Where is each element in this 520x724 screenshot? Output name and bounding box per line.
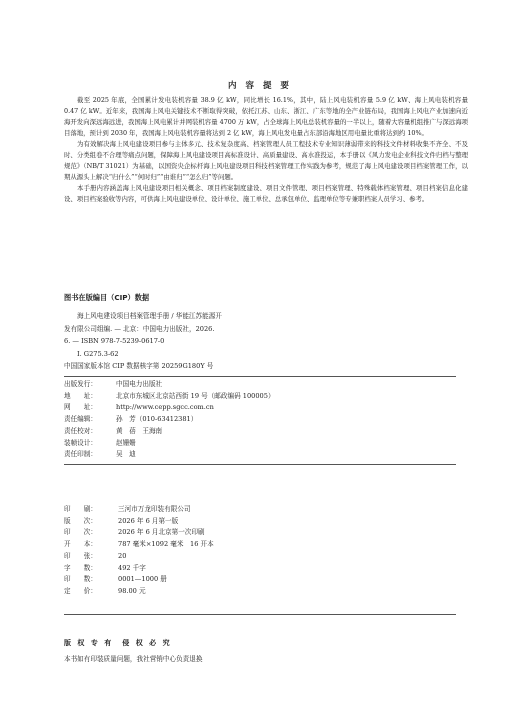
copyright-heading: 版 权 专 有 侵 权 必 究 <box>64 639 172 647</box>
cip-line-classification: Ⅰ. G275.3-62 <box>77 349 119 358</box>
print-run-row: 印 数： 0001—1000 册 <box>64 575 167 584</box>
proofreader-row: 责任校对： 黄 蓓 王海南 <box>64 426 163 435</box>
print-info <box>64 504 464 598</box>
divider <box>64 614 456 615</box>
publisher-info <box>64 379 464 461</box>
abstract-paragraph-3: 本手册内容涵盖海上风电建设项目相关概念、项目档案制度建设、项目文件管理、项目档案管理、特殊载体档案管理、项目档案信息化建设、项目档案验收等内容，可供海上风电建设单位、设计单位、施工单位、总承包单位、监理单位等专兼职档案人员学习、参考。 <box>64 184 468 203</box>
price-row: 定 价： 98.00 元 <box>64 586 146 595</box>
print-supervisor-row: 责任印制： 吴 迪 <box>64 450 136 459</box>
edition-row: 版 次： 2026 年 6 月第一版 <box>64 516 179 525</box>
abstract-title: 内 容 提 要 <box>228 81 292 91</box>
abstract-body <box>64 95 468 205</box>
address-row: 地 址： 北京市东城区北京站西街 19 号（邮政编码 100005） <box>64 391 275 400</box>
publisher-row: 出版发行： 中国电力出版社 <box>64 380 163 388</box>
cip-line-title: 海上风电建设项目档案管理手册 / 华能江苏能源开 <box>77 312 222 320</box>
word-count-row: 字 数： 492 千字 <box>64 563 146 572</box>
divider <box>64 376 456 377</box>
divider <box>64 464 456 465</box>
sheets-row: 印 张： 20 <box>64 551 127 560</box>
cip-block <box>64 310 374 373</box>
cip-line-publisher: 发有限公司组编. — 北京：中国电力出版社，2026. <box>64 324 215 333</box>
printing-row: 印 次： 2026 年 6 月北京第一次印刷 <box>64 528 205 537</box>
editor-row: 责任编辑： 孙 芳（010-63412381） <box>64 415 198 424</box>
cip-heading: 图书在版编目（CIP）数据 <box>64 293 150 302</box>
abstract-paragraph-2: 为有效解决海上风电建设项目参与主体多元、技术复杂度高、档案管理人员工程技术专业知识薄弱带来的科技文件材料收集不齐全、不及时、分类组卷不合理等痛点问题，保障海上风电建设项目高标准设计、高质量建设、高水准投运，本手册以《风力发电企业科技文件归档与整理规范》（NB/T 31021）为基础，以国资央企标杆海上风电建设项目科技档案管理工作实践为参考，规范了海上风电建设项目档案管理工作，以期从源头上解决“归什么”“何时归”“由谁归”“怎么归”等问题。 <box>64 140 468 181</box>
printer-row: 印 刷： 三河市万龙印装有限公司 <box>64 505 191 513</box>
cip-line-isbn: 6. — ISBN 978-7-5239-0617-0 <box>64 337 165 346</box>
designer-row: 装帧设计： 赵姗姗 <box>64 438 136 447</box>
cip-line-record: 中国国家版本馆 CIP 数据核字第 20259G180Y 号 <box>64 362 214 371</box>
website-row: 网 址： http://www.cepp.sgcc.com.cn <box>64 403 214 412</box>
return-notice: 本书如有印装质量问题，我社营销中心负责退换 <box>64 655 203 663</box>
abstract-paragraph-1: 截至 2025 年底，全国累计发电装机容量 38.9 亿 kW，同比增长 16.1%，其中，陆上风电装机容量 5.9 亿 kW、海上风电装机容量 0.47 亿 kW。近年来，我国海上风电关键技术不断取得突破，依托江苏、山东、浙江、广东等地的全产业链布局，我国海上风电产业加速向近海开发向深远海远进，我国海上风电累计并网装机容量 4700 万 kW，占全球海上风电总装机容量的一半以上，随着大容量机组推广与深远海项目落地，预计到 2030 年，我国海上风电装机容量将达到 2 亿 kW，海上风电发电量占东部沿海地区用电量比重将达到约 10%。 <box>64 96 468 137</box>
format-row: 开 本： 787 毫米×1092 毫米 16 开本 <box>64 540 214 549</box>
